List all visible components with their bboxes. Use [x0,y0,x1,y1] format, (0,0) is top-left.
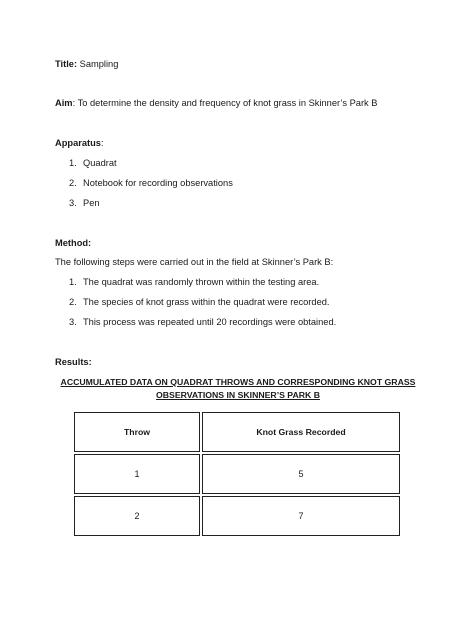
method-intro: The following steps were carried out in the field at Skinner’s Park B: [55,257,334,267]
table-title-line-2: OBSERVATIONS IN SKINNER’S PARK B [156,390,320,400]
aim-label: Aim [55,98,73,108]
apparatus-suffix: : [100,138,104,148]
aim-line [55,97,377,109]
table-row [74,454,400,494]
method-step-text: The species of knot grass within the quadrat were recorded. [83,297,330,307]
table-header-row [74,412,400,452]
apparatus-item-number: 3. [69,198,77,208]
title-label: Title: [55,59,78,69]
method-step [69,296,330,308]
method-heading: Method: [55,238,92,248]
apparatus-item [69,177,233,189]
method-step-number: 1. [69,277,77,287]
apparatus-item-text: Notebook for recording observations [83,178,233,188]
results-table [72,410,402,538]
method-step-number: 2. [69,297,77,307]
table-header-cell: Knot Grass Recorded [202,412,400,452]
apparatus-item-text: Quadrat [83,158,117,168]
method-step-number: 3. [69,317,77,327]
apparatus-item [69,197,100,209]
table-cell: 1 [74,454,200,494]
title-value: Sampling [77,59,119,69]
table-header-cell: Throw [74,412,200,452]
apparatus-item-number: 2. [69,178,77,188]
apparatus-item [69,157,117,169]
method-step-text: The quadrat was randomly thrown within the testing area. [83,277,320,287]
results-heading: Results: [55,357,92,367]
apparatus-heading [55,137,104,149]
method-step [69,316,336,328]
aim-value: : To determine the density and frequency of knot grass in Skinner’s Park B [72,98,378,108]
apparatus-label: Apparatus [55,138,101,148]
table-cell: 5 [202,454,400,494]
title-line [55,58,118,70]
apparatus-item-number: 1. [69,158,77,168]
method-step [69,276,319,288]
apparatus-item-text: Pen [83,198,100,208]
table-title-line-1: ACCUMULATED DATA ON QUADRAT THROWS AND CORRESPONDING KNOT GRASS [60,377,416,387]
table-cell: 7 [202,496,400,536]
method-step-text: This process was repeated until 20 recordings were obtained. [83,317,337,327]
table-cell: 2 [74,496,200,536]
table-row [74,496,400,536]
